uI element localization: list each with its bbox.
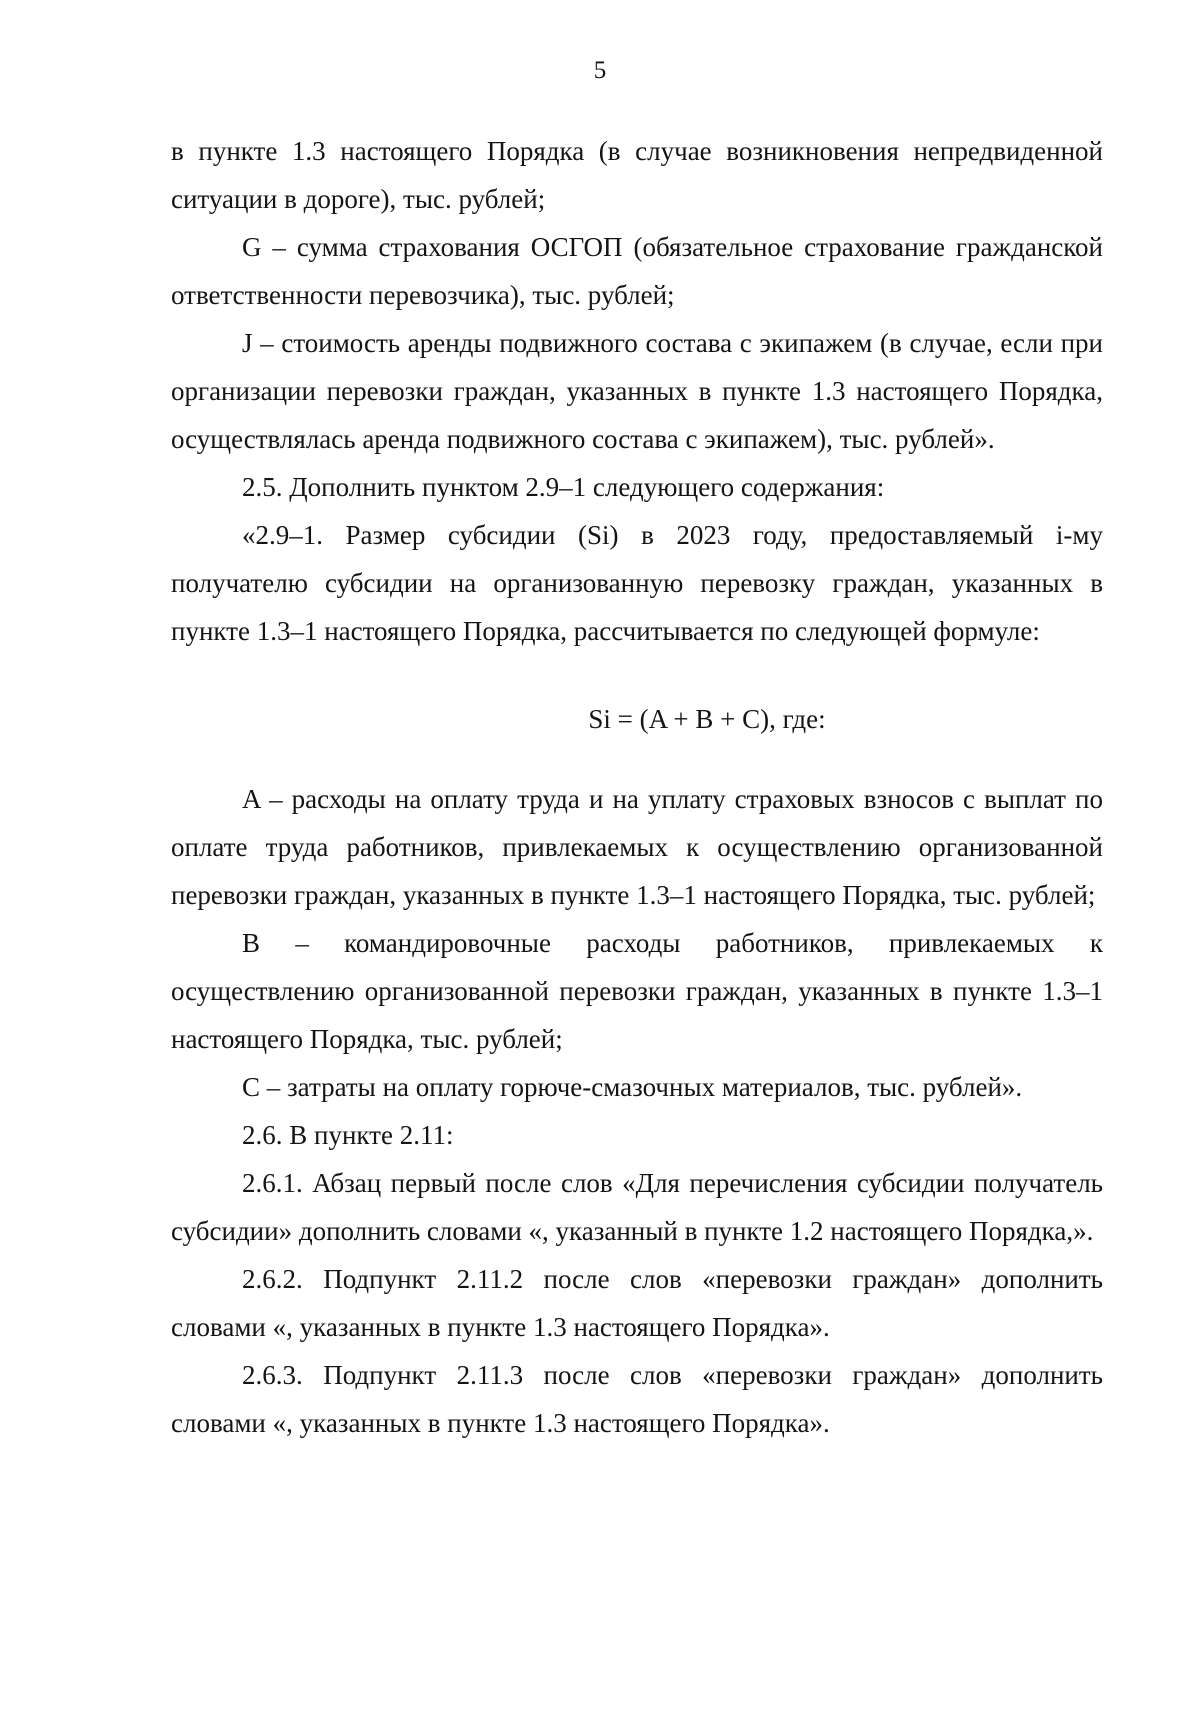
paragraph-definition-g: G – сумма страхования ОСГОП (обязательное страхование гражданской ответственности перевозчика), тыс. рублей; bbox=[171, 232, 1103, 310]
paragraph-continuation: в пункте 1.3 настоящего Порядка (в случае возникновения непредвиденной ситуации в дороге), тыс. рублей; bbox=[171, 136, 1103, 214]
paragraph-clause-2-6-2: 2.6.2. Подпункт 2.11.2 после слов «перевозки граждан» дополнить словами «, указанных в пункте 1.3 настоящего Порядка». bbox=[171, 1264, 1103, 1342]
paragraph-clause-2-9-1: «2.9–1. Размер субсидии (Si) в 2023 году, предоставляемый i-му получателю субсидии на организованную перевозку граждан, указанных в пункте 1.3–1 настоящего Порядка, рассчитывается по следующей формуле: bbox=[171, 520, 1103, 646]
paragraph-definition-j: J – стоимость аренды подвижного состава с экипажем (в случае, если при организации перевозки граждан, указанных в пункте 1.3 настоящего Порядка, осуществлялась аренда подвижного состава с экипажем), тыс. рублей». bbox=[171, 328, 1103, 454]
formula: Si = (A + B + C), где: bbox=[588, 704, 826, 734]
document-body bbox=[171, 127, 1103, 1447]
paragraph-definition-c: C – затраты на оплату горюче-смазочных материалов, тыс. рублей». bbox=[242, 1072, 1023, 1102]
paragraph-clause-2-5: 2.5. Дополнить пунктом 2.9–1 следующего содержания: bbox=[242, 472, 885, 502]
paragraph-clause-2-6-3: 2.6.3. Подпункт 2.11.3 после слов «перевозки граждан» дополнить словами «, указанных в пункте 1.3 настоящего Порядка». bbox=[171, 1360, 1103, 1438]
paragraph-clause-2-6: 2.6. В пункте 2.11: bbox=[242, 1120, 454, 1150]
paragraph-definition-b: B – командировочные расходы работников, привлекаемых к осуществлению организованной перевозки граждан, указанных в пункте 1.3–1 настоящего Порядка, тыс. рублей; bbox=[171, 928, 1103, 1054]
paragraph-definition-a: A – расходы на оплату труда и на уплату страховых взносов с выплат по оплате труда работников, привлекаемых к осуществлению организованной перевозки граждан, указанных в пункте 1.3–1 настоящего Порядка, тыс. рублей; bbox=[171, 784, 1103, 910]
page-number: 5 bbox=[593, 57, 607, 84]
paragraph-clause-2-6-1: 2.6.1. Абзац первый после слов «Для перечисления субсидии получатель субсидии» дополнить словами «, указанный в пункте 1.2 настоящего Порядка,». bbox=[171, 1168, 1103, 1246]
